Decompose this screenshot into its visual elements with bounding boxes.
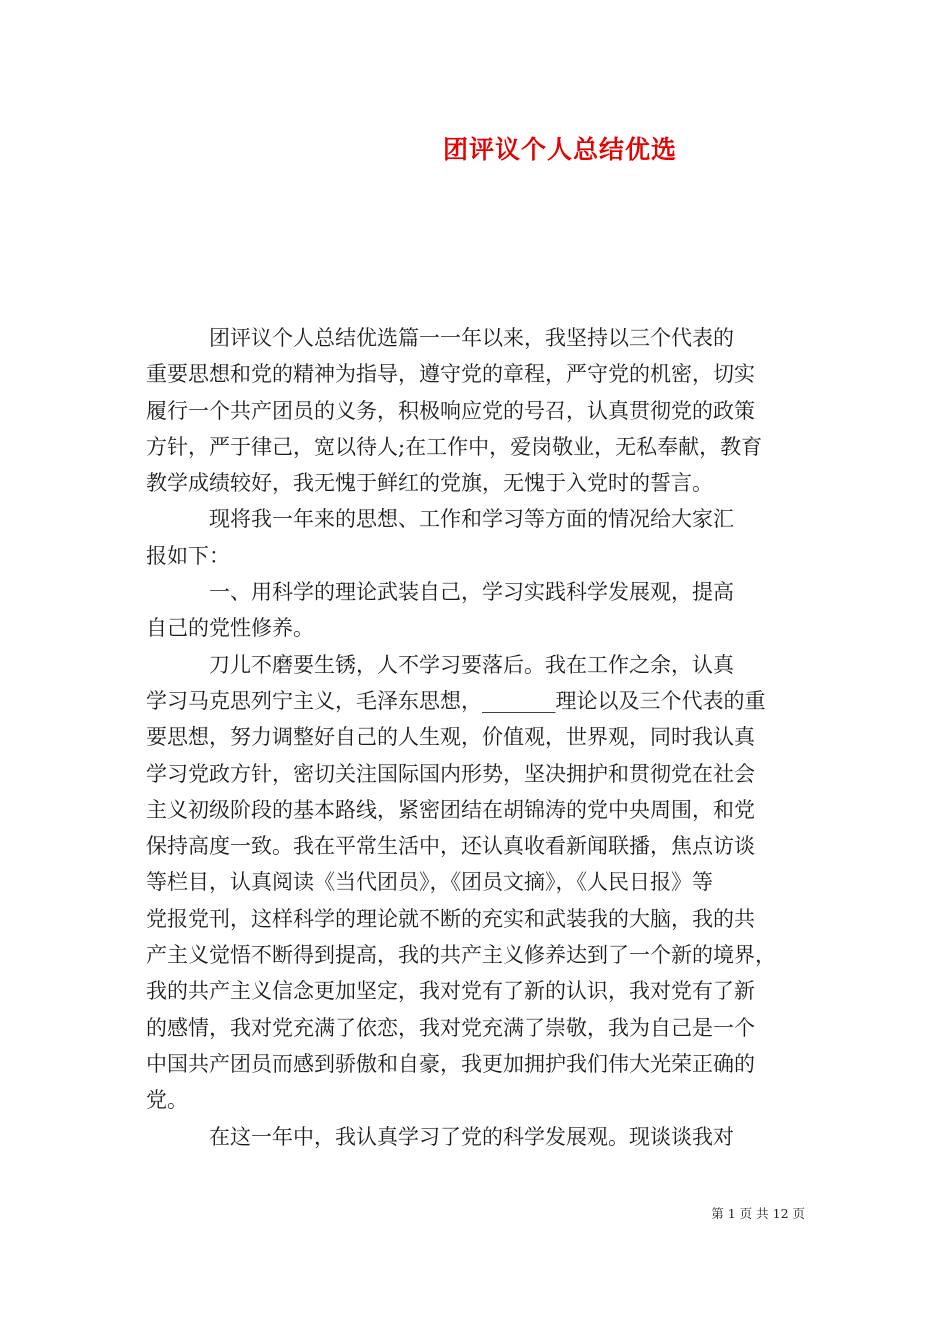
- body-line: 我的共产主义信念更加坚定，我对党有了新的认识，我对党有了新: [146, 979, 755, 1004]
- body-line: 方针，严于律己，宽以待人;在工作中，爱岗敬业，无私奉献，教育: [146, 434, 763, 459]
- body-line: 党报党刊，这样科学的理论就不断的充实和武装我的大脑，我的共: [146, 906, 755, 931]
- body-line: 党。: [146, 1088, 188, 1113]
- body-line: 产主义觉悟不断得到提高，我的共产主义修养达到了一个新的境界，: [146, 943, 776, 968]
- body-line: 保持高度一致。我在平常生活中，还认真收看新闻联播，焦点访谈: [146, 834, 755, 859]
- body-line: 一、用科学的理论武装自己，学习实践科学发展观，提高: [146, 580, 734, 605]
- body-line: 现将我一年来的思想、工作和学习等方面的情况给大家汇: [146, 507, 734, 532]
- body-line: 学习马克思列宁主义，毛泽东思想，_______理论以及三个代表的重: [146, 688, 766, 713]
- body-line: 要思想，努力调整好自己的人生观，价值观，世界观，同时我认真: [146, 725, 755, 750]
- body-line: 的感情，我对党充满了依恋，我对党充满了崇敬，我为自己是一个: [146, 1015, 755, 1040]
- body-line: 等栏目，认真阅读《当代团员》，《团员文摘》，《人民日报》等: [146, 870, 713, 895]
- body-line: 中国共产团员而感到骄傲和自豪，我更加拥护我们伟大光荣正确的: [146, 1051, 755, 1076]
- body-line: 主义初级阶段的基本路线，紧密团结在胡锦涛的党中央周围，和党: [146, 797, 755, 822]
- body-line: 在这一年中，我认真学习了党的科学发展观。现谈谈我对: [146, 1124, 734, 1149]
- body-line: 学习党政方针，密切关注国际国内形势，坚决拥护和贯彻党在社会: [146, 761, 755, 786]
- document-title: 团评议个人总结优选: [442, 135, 677, 164]
- body-line: 团评议个人总结优选篇一一年以来，我坚持以三个代表的: [146, 326, 734, 350]
- body-line: 刀儿不磨要生锈，人不学习要落后。我在工作之余，认真: [146, 652, 734, 677]
- body-line: 报如下：: [146, 543, 230, 568]
- page-number-footer: 第 1 页 共 12 页: [711, 1206, 805, 1221]
- body-line: 教学成绩较好，我无愧于鲜红的党旗，无愧于入党时的誓言。: [146, 471, 713, 496]
- body-line: 重要思想和党的精神为指导，遵守党的章程，严守党的机密，切实: [146, 362, 755, 387]
- body-line: 履行一个共产团员的义务，积极响应党的号召，认真贯彻党的政策: [146, 398, 755, 423]
- document-body: [146, 320, 808, 1155]
- body-line: 自己的党性修养。: [146, 616, 314, 641]
